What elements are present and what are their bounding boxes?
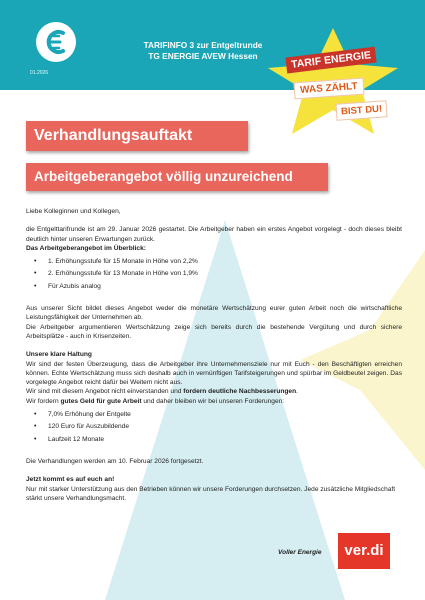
cta-heading: Jetzt kommt es auf euch an!	[26, 476, 115, 484]
disagree-sentence	[26, 387, 402, 396]
header-title-line-2: TG ENERGIE AVEW Hessen	[148, 51, 258, 61]
demand-list	[26, 410, 402, 444]
assessment-paragraph-2: Die Arbeitgeber argumentieren Wertschätzung zeige sich bereits durch die bestehende Vergütung und durch sichere Arbeitsplätze - auch in Krisenzeiten.	[26, 323, 402, 340]
greeting: Liebe Kolleginnen und Kollegen,	[26, 208, 121, 215]
header-title-line-1: TARIFINFO 3 zur Entgeltrunde	[143, 40, 263, 50]
body-text	[26, 207, 402, 503]
page-title: Verhandlungsauftakt	[26, 121, 248, 151]
demand-text: Wir fordern	[26, 397, 61, 405]
badge-bist-du: BIST DU!	[335, 100, 387, 121]
demand-item: • 7,0% Erhöhung der Entgelte	[26, 410, 402, 419]
verdi-logo: ver.di	[338, 533, 390, 569]
intro-paragraph: die Entgelttarifrunde ist am 29. Januar 2026 gestartet. Die Arbeitgeber haben ein erstes Angebot vorgelegt - doch dieses bleibt deutlich hinter unseren Erwartungen zurück.	[26, 226, 402, 243]
disagree-text: Wir sind mit diesem Angebot nicht einverstanden und	[26, 388, 184, 396]
cta-paragraph: Nur mit starker Unterstützung aus den Betrieben können wir unsere Forderungen durchsetzen. Jede zusätzliche Mitgliedschaft stärkt unsere Verhandlungsmacht.	[26, 485, 396, 502]
stance-heading: Unsere klare Haltung	[26, 351, 92, 359]
offer-heading: Das Arbeitgeberangebot im Überblick:	[26, 244, 146, 252]
signature: Voller Energie	[278, 549, 322, 556]
demand-end: und daher bleiben wir bei unseren Forderungen:	[141, 397, 285, 405]
offer-item: • Für Azubis analog	[26, 282, 402, 291]
stance-paragraph: Wir sind der festen Überzeugung, dass die Arbeitgeber ihre Unternehmensziele nur mit Euch - den Beschäftigten erreichen können. Echte Wertschätzung muss sich deshalb auch in vernünftigen Tarifsteigerungen und spürbar im Geldbeutel zeigen. Das vorgelegte Angebot reicht dafür bei Weitem nicht aus.	[26, 360, 402, 387]
assessment-paragraph-1: Aus unserer Sicht bildet dieses Angebot weder die monetäre Wertschätzung eurer guten Arbeit noch die wirtschaftliche Leistungsfähigkeit der Unternehmen ab.	[26, 305, 402, 322]
disagree-emphasis: fordern deutliche Nachbesserungen	[183, 388, 297, 396]
offer-list	[26, 257, 402, 291]
demand-emphasis: gutes Geld für gute Arbeit	[60, 397, 142, 405]
demand-sentence	[26, 397, 402, 406]
demand-item: • 120 Euro für Auszubildende	[26, 422, 402, 431]
demand-item: • Laufzeit 12 Monate	[26, 435, 402, 444]
next-date-sentence: Die Verhandlungen werden am 10. Februar 2026 fortgesetzt.	[26, 457, 204, 465]
offer-item: • 2. Erhöhungsstufe für 13 Monate in Höhe von 1,9%	[26, 269, 402, 278]
page-subtitle: Arbeitgeberangebot völlig unzureichend	[26, 163, 328, 191]
disagree-end: .	[296, 388, 298, 396]
tarif-energie-logo	[36, 22, 76, 62]
issue-date: 01.2026	[30, 70, 49, 76]
offer-item: • 1. Erhöhungsstufe für 15 Monate in Höhe von 2,2%	[26, 257, 402, 266]
badge-tarif-energie: TARIF ENERGIE	[285, 47, 377, 74]
badge-was-zaehlt: WAS ZÄHLT	[293, 78, 364, 100]
